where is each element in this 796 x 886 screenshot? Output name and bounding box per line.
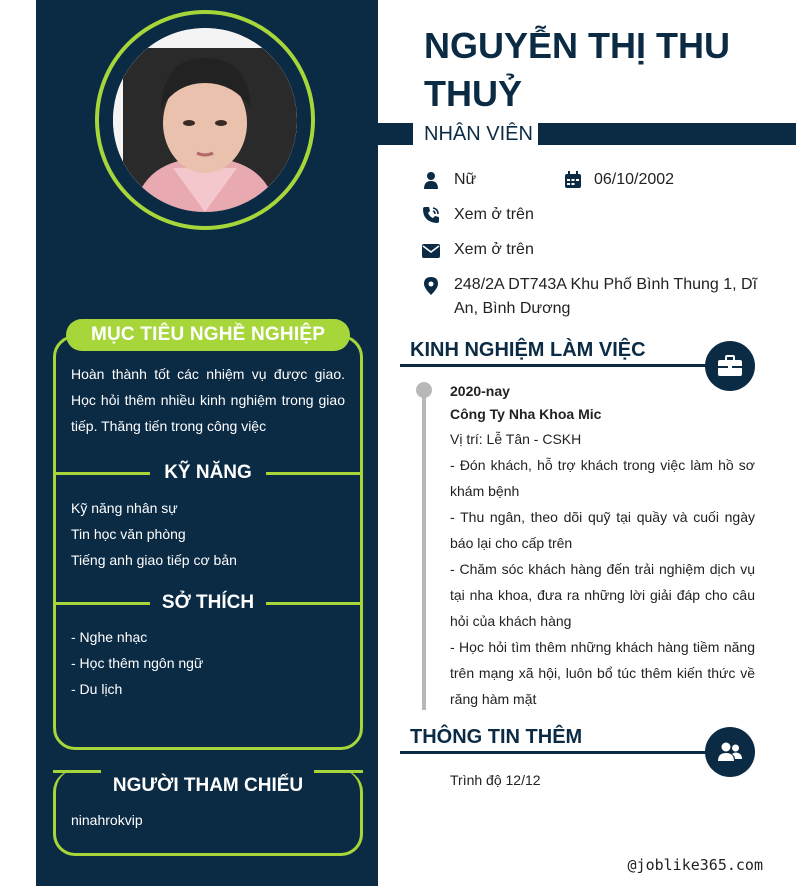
address: 248/2A DT743A Khu Phố Bình Thung 1, Dĩ An, Bình Dương <box>454 276 758 317</box>
phone-icon <box>422 206 440 224</box>
experience-company: Công Ty Nha Khoa Mic <box>450 406 602 422</box>
users-icon <box>717 739 743 765</box>
hobbies-list <box>71 624 345 702</box>
birthday: 06/10/2002 <box>594 171 675 188</box>
experience-period: 2020-nay <box>450 383 510 399</box>
references-divider-right <box>314 770 363 773</box>
footer-watermark: @joblike365.com <box>627 856 763 874</box>
phone: Xem ở trên <box>454 206 534 223</box>
experience-duties <box>450 452 755 712</box>
avatar <box>113 28 297 212</box>
location-icon <box>422 277 440 295</box>
additional-divider <box>400 751 730 754</box>
objective-heading: MỤC TIÊU NGHỀ NGHIỆP <box>66 319 350 351</box>
calendar-icon <box>564 171 582 189</box>
skill-item: Kỹ năng nhân sự <box>71 500 178 516</box>
duty-item: - Học hỏi tìm thêm những khách hàng tiềm năng trên mạng xã hội, luôn bổ túc thêm kiến thức về răng hàm mặt <box>450 639 755 707</box>
gender: Nữ <box>454 171 477 188</box>
job-title: NHÂN VIÊN <box>424 123 533 145</box>
experience-position: Vị trí: Lễ Tân - CSKH <box>450 431 582 447</box>
timeline-dot <box>416 382 432 398</box>
additional-text: Trình độ 12/12 <box>450 772 541 788</box>
skill-item: Tin học văn phòng <box>71 526 186 542</box>
skills-heading: KỸ NĂNG <box>164 462 252 483</box>
experience-heading: KINH NGHIỆM LÀM VIỆC <box>410 339 646 361</box>
hobby-item: - Du lịch <box>71 681 123 697</box>
experience-divider <box>400 364 730 367</box>
skills-list <box>71 495 345 573</box>
email-icon <box>422 242 440 260</box>
hobby-item: - Học thêm ngôn ngữ <box>71 655 204 671</box>
hobby-item: - Nghe nhạc <box>71 629 148 645</box>
skill-item: Tiếng anh giao tiếp cơ bản <box>71 552 237 568</box>
objective-text: Hoàn thành tốt các nhiệm vụ được giao. Học hỏi thêm nhiều kinh nghiệm trong giao tiếp. Thăng tiến trong công việc <box>71 366 345 434</box>
duty-item: - Chăm sóc khách hàng đến trải nghiệm dịch vụ tại nha khoa, đưa ra những lời giải đáp cho câu hỏi của khách hàng <box>450 561 755 629</box>
candidate-name: NGUYỄN THỊ THU THUỶ <box>424 25 730 114</box>
duty-item: - Đón khách, hỗ trợ khách trong việc làm hồ sơ khám bệnh <box>450 457 755 499</box>
timeline-line <box>422 390 426 710</box>
briefcase-icon <box>717 353 743 379</box>
email: Xem ở trên <box>454 241 534 258</box>
duty-item: - Thu ngân, theo dõi quỹ tại quầy và cuối ngày báo lại cho cấp trên <box>450 509 755 551</box>
additional-heading: THÔNG TIN THÊM <box>410 726 583 748</box>
references-heading: NGƯỜI THAM CHIẾU <box>112 775 304 796</box>
references-text: ninahrokvip <box>71 812 143 828</box>
hobbies-heading: SỞ THÍCH <box>161 592 255 613</box>
avatar-frame <box>95 10 315 230</box>
references-divider-left <box>53 770 101 773</box>
person-icon <box>422 171 440 189</box>
